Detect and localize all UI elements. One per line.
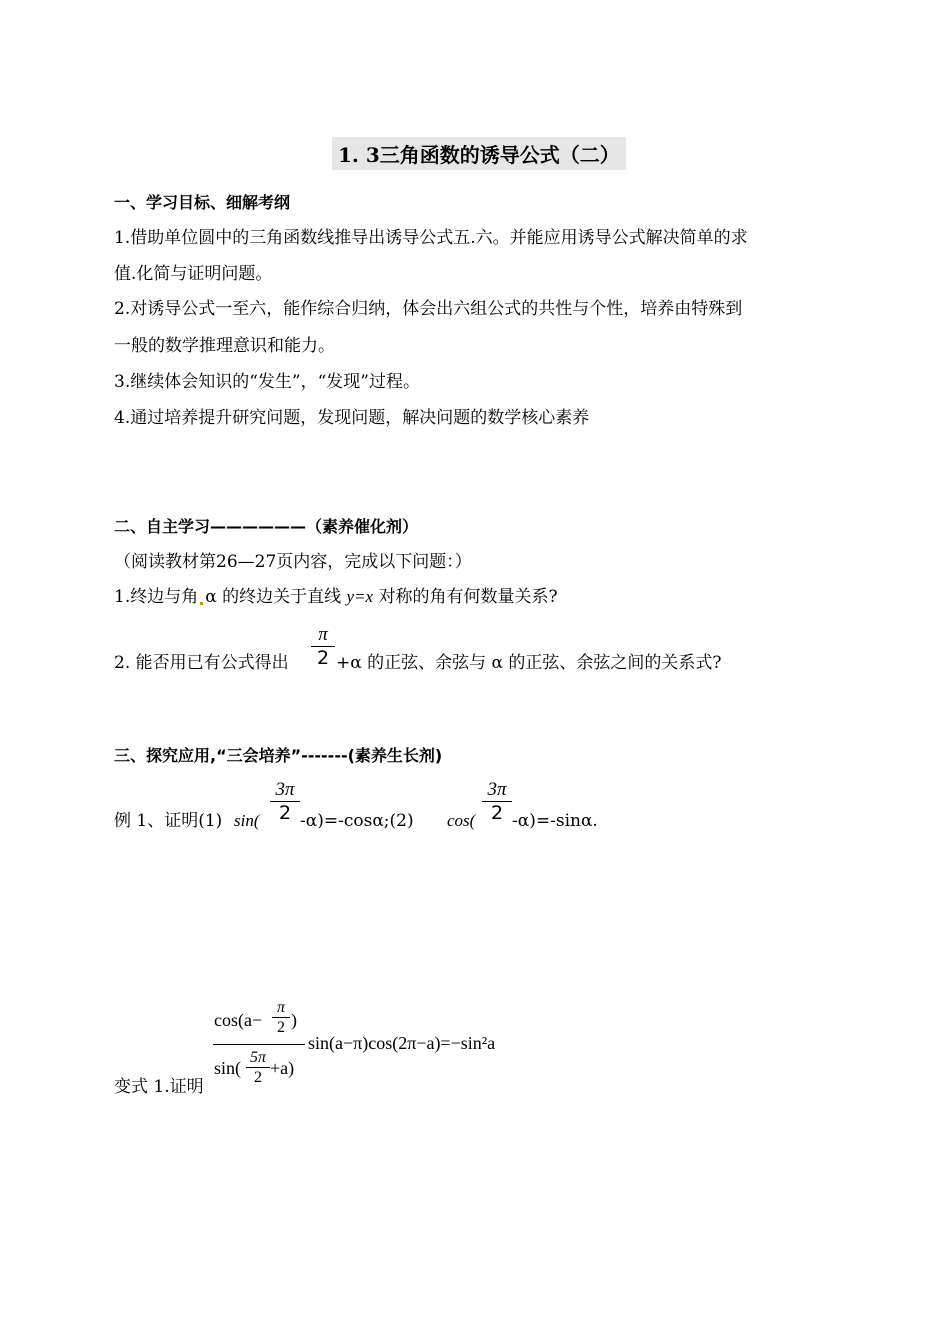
ex1-cos: cos( <box>447 811 476 830</box>
var1-num-frac-den: 2 <box>277 1019 285 1036</box>
ex1-part2-tail: -α)=-sinα. <box>512 811 598 831</box>
page-title: 1. 3三角函数的诱导公式（二） <box>332 137 626 170</box>
q1-suffix: 对称的角有何数量关系? <box>373 587 558 607</box>
ex1-frac2-num: 3π <box>487 779 507 800</box>
question-1 <box>114 586 558 608</box>
var1-den-close: +a) <box>270 1058 295 1078</box>
var1-den-frac-bar <box>246 1067 270 1068</box>
question-2-suffix: +α 的正弦、余弦与 α 的正弦、余弦之间的关系式? <box>336 653 722 673</box>
q1-alpha: α <box>205 587 217 607</box>
var1-den-text: sin( <box>214 1058 241 1078</box>
variant-1-label: 变式 1.证明 <box>114 1077 204 1097</box>
var1-num-frac-num: π <box>276 999 285 1016</box>
var1-num-close: ) <box>291 1010 297 1030</box>
section2-heading: 二、自主学习——————（素养催化剂） <box>114 517 419 536</box>
var1-num-frac-bar <box>272 1017 290 1018</box>
goal-3: 3.继续体会知识的“发生”，“发现”过程。 <box>114 372 420 392</box>
q1-prefix: 1.终边与角 <box>114 587 199 607</box>
ex1-part1-tail: -α)=-cosα;(2) <box>300 811 414 831</box>
q2-frac-den: 2 <box>316 647 330 669</box>
ex1-frac2-den: 2 <box>490 802 504 824</box>
var1-main-bar <box>213 1044 305 1045</box>
ex1-fraction-1 <box>270 780 300 823</box>
reading-note: （阅读教材第26—27页内容，完成以下问题：） <box>114 552 472 572</box>
var1-num-text: cos(a− <box>214 1010 263 1030</box>
q2-frac-num: π <box>318 624 328 645</box>
var1-num-fraction <box>272 999 290 1036</box>
var1-den-fraction <box>246 1049 270 1086</box>
example-1-prefix: 例 1、证明(1) <box>114 811 223 831</box>
ex1-frac1-den: 2 <box>278 802 292 824</box>
question-2-prefix: 2. 能否用已有公式得出 <box>114 653 289 673</box>
q1-mid: 的终边关于直线 <box>216 587 347 607</box>
ex1-fraction-2 <box>482 780 512 823</box>
goal-2-line2: 一般的数学推理意识和能力。 <box>114 336 335 356</box>
goal-2-line1: 2.对诱导公式一至六，能作综合归纳，体会出六组公式的共性与个性，培养由特殊到 <box>114 299 743 319</box>
q2-fraction <box>311 625 335 668</box>
var1-den-frac-den: 2 <box>254 1069 262 1086</box>
goal-4: 4.通过培养提升研究问题，发现问题，解决问题的数学核心素养 <box>114 408 590 428</box>
ex1-frac1-num: 3π <box>275 779 295 800</box>
var1-rest: sin(a−π)cos(2π−a)=−sin²a <box>308 1033 496 1053</box>
section1-heading: 一、学习目标、细解考纲 <box>114 193 291 212</box>
section3-heading: 三、探究应用,“三会培养”-------(素养生长剂) <box>114 746 443 765</box>
cursor-mark <box>200 602 203 605</box>
goal-1-line2: 值.化简与证明问题。 <box>114 264 273 284</box>
ex1-sin: sin( <box>234 811 260 830</box>
var1-den-frac-num: 5π <box>249 1049 266 1066</box>
q1-line: y=x <box>346 587 374 606</box>
goal-1-line1: 1.借助单位圆中的三角函数线推导出诱导公式五.六。并能应用诱导公式解决简单的求 <box>114 228 748 248</box>
